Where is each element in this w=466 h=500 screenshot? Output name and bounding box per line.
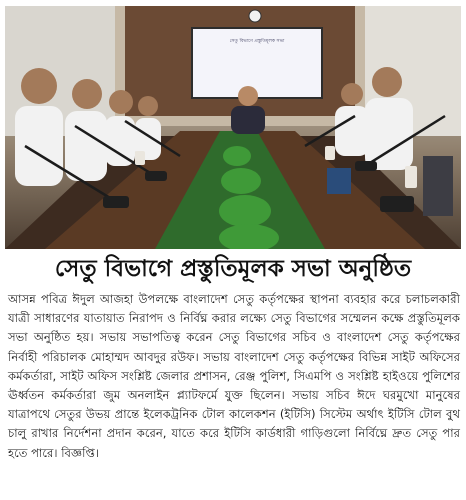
news-photo-meeting-room: [5, 6, 461, 249]
article-headline: সেতু বিভাগে প্রস্তুতিমূলক সভা অনুষ্ঠিত: [54, 256, 412, 282]
article-body: আসন্ন পবিত্র ঈদুল আজহা উপলক্ষে বাংলাদেশ সেতু কর্তৃপক্ষের স্থাপনা ব্যবহার করে চলাচলকারী যাত্রী সাধারণের যাতায়াত নিরাপদ ও নির্বিঘ্ন করার লক্ষ্যে সেতু বিভাগের সম্মেলন কক্ষে প্রস্তুতিমূলক সভা অনুষ্ঠিত হয়। সভায় সভাপতিত্ব করেন সেতু বিভাগের সচিব ও বাংলাদেশ সেতু কর্তৃপক্ষের নির্বাহী পরিচালক মোহাম্মদ আবদুর রউফ। সভায় বাংলাদেশ সেতু কর্তৃপক্ষের বিভিন্ন সাইট অফিসের কর্মকর্তারা, সাইট অফিস সংশ্লিষ্ট জেলার প্রশাসন, রেঞ্জ পুলিশ, সিএমপি ও সংশ্লিষ্ট হাইওয়ে পুলিশের ঊর্ধ্বতন কর্মকর্তারা জুম অনলাইন প্ল্যাটফর্মে যুক্ত ছিলেন। সভায় সচিব ঈদে ঘরমুখো মানুষের যাত্রাপথে সেতুর উভয় প্রান্তে ইলেকট্রনিক টোল কালেকশন (ইটিসি) সিস্টেম অর্থাৎ ইটিসি টোল বুথ চালু রাখার নির্দেশনা প্রদান করেন, যাতে করে ইটিসি কার্ডধারী গাড়িগুলো নির্বিঘ্নে দ্রুত সেতু পার হতে পারে। বিজ্ঞপ্তি।: [8, 292, 460, 460]
projector-screen-text: সেতু বিভাগে প্রস্তুতিমূলক সভা: [229, 39, 285, 44]
